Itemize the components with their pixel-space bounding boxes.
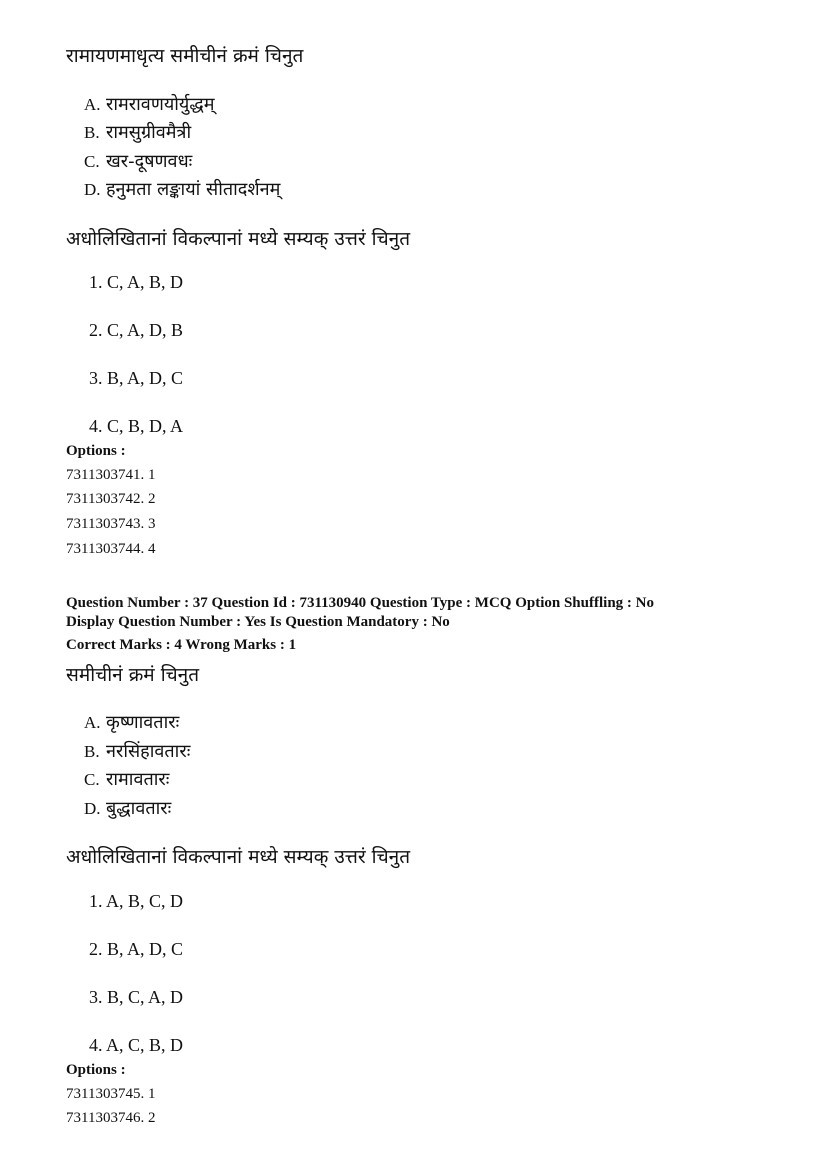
q37-meta-line2: Display Question Number : Yes Is Question Mandatory : No	[66, 614, 450, 630]
item-text: रामसुग्रीवमैत्री	[106, 122, 192, 143]
q37-meta-line1: Question Number : 37 Question Id : 731130940 Question Type : MCQ Option Shuffling : No	[66, 595, 654, 611]
q36-prompt: अधोलिखितानां विकल्पानां मध्ये सम्यक् उत्तरं चिनुत	[66, 228, 411, 250]
item-letter: B.	[84, 742, 100, 761]
q36-option-id-4: 7311303744. 4	[66, 541, 156, 557]
q36-item-b	[84, 120, 191, 144]
item-letter: C.	[84, 152, 100, 171]
q37-option-id-2: 7311303746. 2	[66, 1110, 156, 1126]
q36-choice-3: 3. B, A, D, C	[89, 368, 184, 388]
q37-options-label: Options :	[66, 1062, 126, 1078]
item-text: नरसिंहावतारः	[106, 741, 191, 762]
item-text: कृष्णावतारः	[106, 712, 180, 733]
q37-option-id-1: 7311303745. 1	[66, 1086, 156, 1102]
q37-stem: समीचीनं क्रमं चिनुत	[66, 664, 200, 686]
item-letter: D.	[84, 180, 101, 199]
q37-item-b	[84, 739, 190, 763]
q37-item-d	[84, 796, 171, 820]
q37-meta-line3: Correct Marks : 4 Wrong Marks : 1	[66, 637, 297, 653]
q36-option-id-3: 7311303743. 3	[66, 516, 156, 532]
item-letter: A.	[84, 95, 101, 114]
item-letter: D.	[84, 799, 101, 818]
q36-item-d	[84, 177, 280, 201]
q36-option-id-1: 7311303741. 1	[66, 467, 156, 483]
item-text: रामरावणयोर्युद्धम्	[106, 94, 215, 115]
q36-choice-4: 4. C, B, D, A	[89, 416, 184, 436]
q36-choice-2: 2. C, A, D, B	[89, 320, 184, 340]
item-text: बुद्धावतारः	[106, 798, 172, 819]
q37-item-c	[84, 767, 169, 791]
q36-item-a	[84, 92, 215, 116]
item-letter: B.	[84, 123, 100, 142]
item-text: रामावतारः	[106, 769, 170, 790]
item-text: खर-दूषणवधः	[106, 151, 193, 172]
q37-choice-4: 4. A, C, B, D	[89, 1035, 184, 1055]
q36-options-label: Options :	[66, 443, 126, 459]
q36-item-c	[84, 149, 192, 173]
q37-choice-2: 2. B, A, D, C	[89, 939, 184, 959]
item-letter: A.	[84, 713, 101, 732]
q37-choice-1: 1. A, B, C, D	[89, 891, 184, 911]
q37-prompt: अधोलिखितानां विकल्पानां मध्ये सम्यक् उत्तरं चिनुत	[66, 846, 411, 868]
q36-option-id-2: 7311303742. 2	[66, 491, 156, 507]
q36-stem: रामायणमाधृत्य समीचीनं क्रमं चिनुत	[66, 45, 304, 67]
q37-choice-3: 3. B, C, A, D	[89, 987, 184, 1007]
q37-item-a	[84, 710, 179, 734]
q36-choice-1: 1. C, A, B, D	[89, 272, 184, 292]
item-text: हनुमता लङ्कायां सीतादर्शनम्	[106, 179, 281, 200]
item-letter: C.	[84, 770, 100, 789]
